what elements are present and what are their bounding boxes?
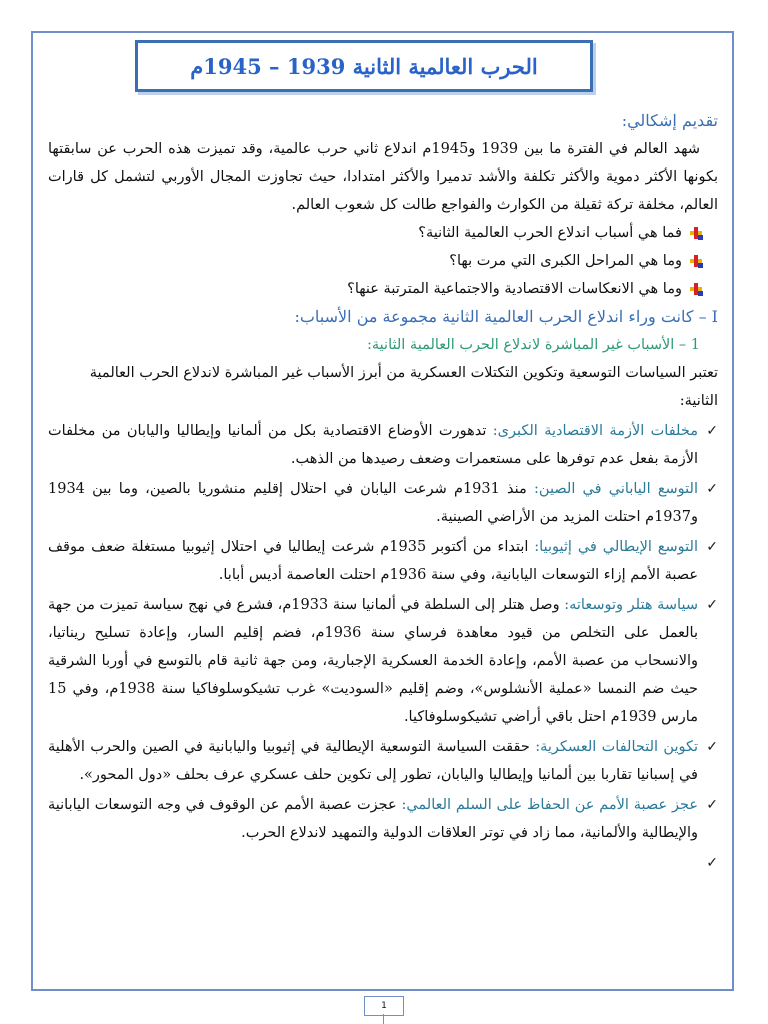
- checkmark-icon: ✓: [706, 481, 718, 497]
- list-item: [48, 417, 718, 473]
- item-term: التوسع الياباني في الصين:: [534, 481, 698, 497]
- checkmark-icon: ✓: [706, 423, 718, 439]
- question-item: [48, 247, 718, 275]
- list-item: [48, 791, 718, 847]
- list-item: [48, 533, 718, 589]
- bullet-icon: [688, 225, 704, 241]
- title-box: [135, 40, 593, 92]
- checkmark-icon: ✓: [706, 539, 718, 555]
- item-text: حققت السياسة التوسعية الإيطالية في إثيوبيا واليابانية في الصين والحرب الأهلية في إسبانيا تقاربا بين ألمانيا وإيطاليا واليابان، تطور إلى تكوين حلف عسكري عرف بحلف «دول المحور».: [48, 739, 698, 783]
- item-term: مخلفات الأزمة الاقتصادية الكبرى:: [492, 423, 698, 439]
- page-title: الحرب العالمية الثانية 1939 – 1945م: [190, 53, 538, 79]
- document-body: [48, 107, 718, 877]
- subsection-intro: تعتبر السياسات التوسعية وتكوين التكتلات العسكرية من أبرز الأسباب غير المباشرة لاندلاع الحرب العالمية الثانية:: [89, 365, 718, 409]
- list-item: [48, 475, 718, 531]
- list-item: [48, 849, 718, 877]
- question-item: [48, 275, 718, 303]
- item-term: سياسة هتلر وتوسعاته:: [564, 597, 698, 613]
- item-text: منذ 1931م شرعت اليابان في احتلال إقليم منشوريا بالصين، وما بين 1934 و1937م احتلت المزيد من الأراضي الصينية.: [48, 481, 698, 525]
- item-term: التوسع الإيطالي في إثيوبيا:: [534, 539, 698, 555]
- question-text: وما هي الانعكاسات الاقتصادية والاجتماعية المترتبة عنها؟: [347, 281, 682, 297]
- page-number-connector: [383, 1014, 384, 1024]
- checkmark-icon: ✓: [706, 597, 718, 613]
- subsection-heading: 1 – الأسباب غير المباشرة لاندلاع الحرب العالمية الثانية:: [367, 337, 700, 353]
- item-text: ابتداء من أكتوبر 1935م شرعت إيطاليا في احتلال إثيوبيا مستغلة ضعف موقف عصبة الأمم إزاء التوسعات اليابانية، وفي سنة 1936م احتلت العاصمة أديس أبابا.: [48, 539, 698, 583]
- list-item: [48, 591, 718, 731]
- intro-heading: تقديم إشكالي:: [621, 111, 718, 130]
- question-text: فما هي أسباب اندلاع الحرب العالمية الثانية؟: [418, 225, 682, 241]
- question-item: [48, 219, 718, 247]
- page-number: 1: [364, 996, 404, 1016]
- section-heading: I – كانت وراء اندلاع الحرب العالمية الثانية مجموعة من الأسباب:: [294, 307, 718, 326]
- checkmark-icon: ✓: [706, 855, 718, 871]
- item-term: عجز عصبة الأمم عن الحفاظ على السلم العالمي:: [401, 797, 698, 813]
- checkmark-icon: ✓: [706, 739, 718, 755]
- item-text: عجزت عصبة الأمم عن الوقوف في وجه التوسعات اليابانية والإيطالية والألمانية، مما زاد في توتر العلاقات الدولية والتمهيد لاندلاع الحرب.: [48, 797, 698, 841]
- intro-paragraph: شهد العالم في الفترة ما بين 1939 و1945م اندلاع ثاني حرب عالمية، وقد تميزت هذه الحرب عن سابقتها بكونها الأكثر دموية والأكثر تكلفة والأشد تدميرا والأكثر امتدادا، حيث تجاوزت المجال الأوربي لتشمل كل قارات العالم، مخلفة تركة ثقيلة من الكوارث والفواجع طالت كل شعوب العالم.: [48, 141, 718, 213]
- item-text: وصل هتلر إلى السلطة في ألمانيا سنة 1933م، فشرع في نهج سياسة تميزت من جهة بالعمل على التخلص من قيود معاهدة فرساي سنة 1936م، فضم إقليم السار، وإعادة تسليح ريناتيا، والانسحاب من عصبة الأمم، وإعادة الخدمة العسكرية الإجبارية، ومن جهة ثانية قام بالتوسع في أوربا الشرقية حيث ضم النمسا «عملية الأنشلوس»، وضم إقليم «السوديت» غرب تشيكوسلوفاكيا سنة 1938م، وفي 15 مارس 1939م احتل باقي أراضي تشيكوسلوفاكيا.: [48, 597, 698, 725]
- bullet-icon: [688, 281, 704, 297]
- list-item: [48, 733, 718, 789]
- bullet-icon: [688, 253, 704, 269]
- item-text: تدهورت الأوضاع الاقتصادية بكل من ألمانيا وإيطاليا واليابان من مخلفات الأزمة بفعل عدم توفرها على مستعمرات وضعف رصيدها من الذهب.: [48, 423, 698, 467]
- question-text: وما هي المراحل الكبرى التي مرت بها؟: [449, 253, 682, 269]
- checkmark-icon: ✓: [706, 797, 718, 813]
- item-term: تكوين التحالفات العسكرية:: [535, 739, 699, 755]
